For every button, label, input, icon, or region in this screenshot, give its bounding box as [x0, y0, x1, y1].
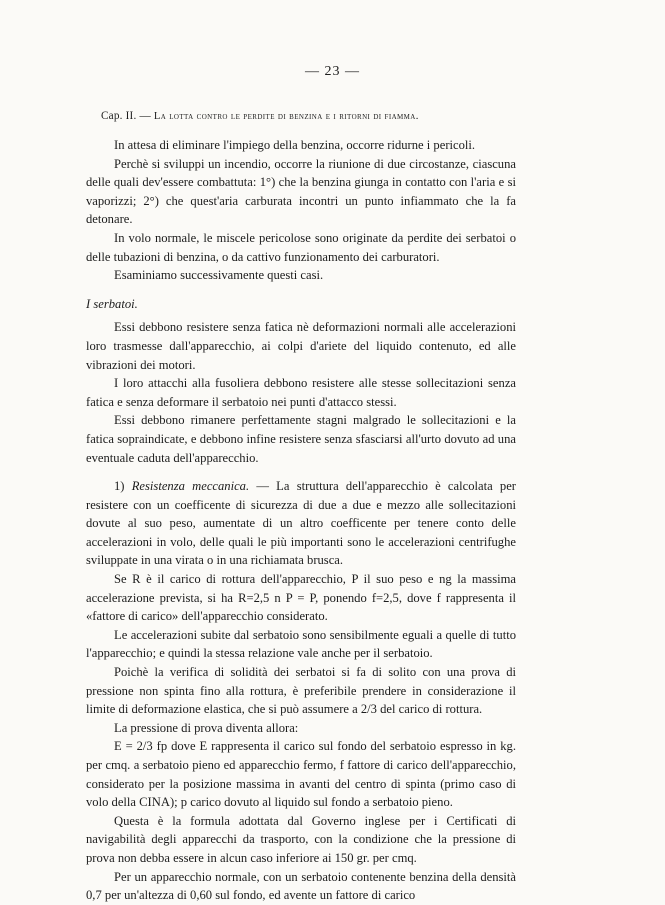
intro-paragraph-1: In attesa di eliminare l'impiego della benzina, occorre ridurne i pericoli. — [114, 138, 476, 152]
resistenza-paragraph-7: Questa è la formula adottata dal Governo inglese per i Certificati di navigabilità degli apparecchi da trasporto, con la condizione che la pressione di prova non debba essere in alcun caso inferiore ai 150 gr. per cmq. — [86, 813, 516, 865]
resistenza-paragraph-8: Per un apparecchio normale, con un serbatoio contenente benzina della densità 0,7 per un'altezza di 0,60 sul fondo, ed avente un fattore di carico — [86, 869, 516, 903]
chapter-label: Cap. II. — — [101, 110, 151, 122]
page-number: — 23 — — [305, 64, 360, 79]
intro-paragraph-4: Esaminiamo successivamente questi casi. — [114, 268, 324, 283]
section-number: 1) — [114, 479, 125, 494]
page-body — [86, 136, 516, 905]
intro-paragraph-3: In volo normale, le miscele pericolose sono originate da perdite dei serbatoi o delle tubazioni di benzina, o da cattivo funzionamento dei carburatori. — [86, 230, 516, 264]
serbatoi-paragraph-2: I loro attacchi alla fusoliera debbono resistere alle stesse sollecitazioni senza fatica e senza deformare il serbatoio nei punti d'attacco stessi. — [86, 376, 516, 409]
chapter-heading — [101, 110, 521, 122]
resistenza-paragraph-2: Se R è il carico di rottura dell'apparecchio, P il suo peso e ng la massima accelerazione prevista, si ha R=2,5 n P = P, ponendo f=2,5, dove f rappresenta il «fattore di carico» dell'apparecchio considerato. — [86, 572, 516, 624]
resistenza-paragraph-3: Le accelerazioni subite dal serbatoio sono sensibilmente eguali a quelle di tutto l'apparecchio; e quindi la stessa relazione vale anche per il serbatoio. — [86, 627, 516, 661]
section-heading-resistenza: Resistenza meccanica. — [131, 479, 250, 494]
serbatoi-paragraph-3: Essi debbono rimanere perfettamente stagni malgrado le sollecitazioni e la fatica sopraindicate, e debbono infine resistere senza sfasciarsi all'urto dovuto ad una eventuale caduta dell'apparecchio. — [86, 413, 516, 465]
resistenza-text-1: — La struttura dell'apparecchio è calcolata per resistere con un coefficente di sicurezza di due a due e mezzo alle sollecitazioni dovute al suo peso, aumentate di un altro coefficente per tenere conto delle accelerazioni in volo, delle quali le più importanti sono le accelerazioni centrifughe sviluppate in una virata o in una richiamata brusca. — [86, 479, 516, 568]
intro-paragraph-2: Perchè si sviluppi un incendio, occorre la riunione di due circostanze, ciascuna delle quali dev'essere combattuta: 1°) che la benzina giunga in contatto con l'aria e si vaporizzi; 2°) che quest'aria carburata incontri un punto infiammato che la fa detonare. — [86, 156, 516, 227]
chapter-title: La lotta contro le perdite di benzina e i ritorni di fiamma. — [153, 111, 419, 122]
serbatoi-paragraph-1: Essi debbono resistere senza fatica nè deformazioni normali alle accelerazioni loro trasmesse dall'apparecchio, ai colpi d'ariete del liquido contenuto, ed alle vibrazioni dei motori. — [86, 320, 516, 372]
resistenza-paragraph-5: La pressione di prova diventa allora: — [114, 720, 299, 735]
resistenza-paragraph-6: E = 2/3 fp dove E rappresenta il carico sul fondo del serbatoio espresso in kg. per cmq. a serbatoio pieno ed apparecchio fermo, f fattore di carico dell'apparecchio, considerato per la posizione massima in avanti del centro di spinta (primo caso di volo della CINA); p carico dovuto al liquido sul fondo a serbatoio pieno. — [86, 739, 516, 810]
section-heading-serbatoi: I serbatoi. — [86, 296, 138, 311]
resistenza-paragraph-4: Poichè la verifica di solidità dei serbatoi si fa di solito con una prova di pressione non spinta fino alla rottura, è preferibile prendere in considerazione il limite di deformazione elastica, che si può assumere a 2/3 del carico di rottura. — [86, 665, 516, 717]
resistenza-paragraph-1 — [86, 477, 516, 570]
